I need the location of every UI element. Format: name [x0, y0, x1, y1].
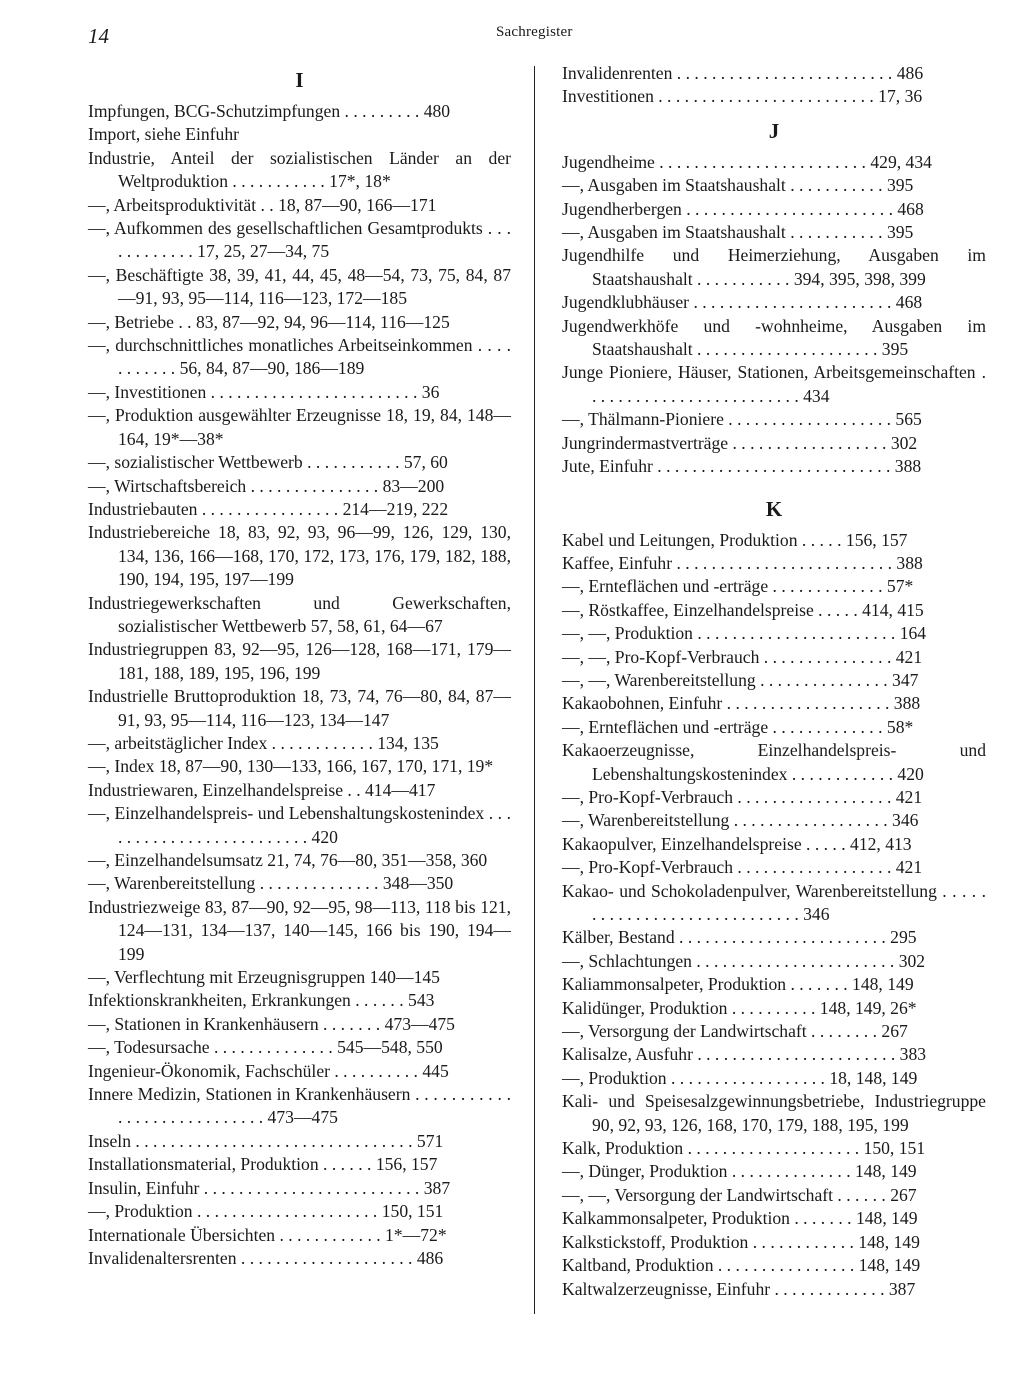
- index-entry: Impfungen, BCG-Schutzimpfungen . . . . . . . . . 480: [88, 101, 451, 121]
- index-entry: Industriewaren, Einzelhandelspreise . . 414—417: [88, 779, 436, 800]
- right-column: [562, 62, 986, 1301]
- index-entry: Industriebereiche 18, 83, 92, 93, 96—99, 126, 129, 130, 134, 136, 166—168, 170, 172, 173, 176, 179, 182, 188, 190, 194, 195, 197—199: [88, 522, 511, 590]
- index-entry: —, —, Produktion . . . . . . . . . . . . . . . . . . . . . . . 164: [562, 623, 927, 644]
- index-entry: —, arbeitstäglicher Index . . . . . . . . . . . . 134, 135: [88, 732, 439, 753]
- index-entry: Industrielle Bruttoproduktion 18, 73, 74, 76—80, 84, 87—91, 93, 95—114, 116—123, 134—147: [88, 686, 511, 730]
- index-entry: Kalisalze, Ausfuhr . . . . . . . . . . . . . . . . . . . . . . . 383: [562, 1044, 927, 1065]
- index-entry: Installationsmaterial, Produktion . . . . . . 156, 157: [88, 1154, 438, 1175]
- index-entry: Jute, Einfuhr . . . . . . . . . . . . . . . . . . . . . . . . . . . 388: [562, 456, 922, 477]
- index-entry: Jugendklubhäuser . . . . . . . . . . . . . . . . . . . . . . . 468: [562, 292, 923, 313]
- index-entry: Kali- und Speisesalzgewinnungsbetriebe, Industriegruppe 90, 92, 93, 126, 168, 170, 179, 188, 195, 199: [562, 1091, 986, 1135]
- index-entry: Kakaopulver, Einzelhandelspreise . . . . . 412, 413: [562, 833, 912, 854]
- index-entry: Import, siehe Einfuhr: [88, 124, 239, 145]
- index-entry: —, Aufkommen des gesellschaftlichen Gesamtprodukts . . . . . . . . . . . . 17, 25, 27—34, 75: [88, 218, 511, 262]
- index-entry: Industriezweige 83, 87—90, 92—95, 98—113, 118 bis 121, 124—131, 134—137, 140—145, 166 bis 190, 194—199: [88, 896, 511, 964]
- index-entry: —, Ernteflächen und -erträge . . . . . . . . . . . . . 58*: [562, 716, 914, 737]
- index-entry: Junge Pioniere, Häuser, Stationen, Arbeitsgemeinschaften . . . . . . . . . . . . . . . . . . . . . . . . . 434: [562, 362, 986, 406]
- page-number: 14: [88, 24, 109, 48]
- index-entry: —, Beschäftigte 38, 39, 41, 44, 45, 48—54, 73, 75, 84, 87—91, 93, 95—114, 116—123, 172—185: [88, 264, 511, 309]
- index-entry: Kalk, Produktion . . . . . . . . . . . . . . . . . . . . 150, 151: [562, 1138, 926, 1159]
- index-entry: Investitionen . . . . . . . . . . . . . . . . . . . . . . . . . 17, 36: [562, 86, 923, 107]
- index-entry: Industrie, Anteil der sozialistischen Länder an der Weltproduktion . . . . . . . . . . . 17*, 18*: [88, 147, 511, 192]
- index-entry: Kalkstickstoff, Produktion . . . . . . . . . . . . 148, 149: [562, 1231, 920, 1252]
- index-entry: Ingenieur-Ökonomik, Fachschüler . . . . . . . . . . 445: [88, 1060, 449, 1081]
- index-entry: Industriegruppen 83, 92—95, 126—128, 168—171, 179—181, 188, 189, 195, 196, 199: [88, 639, 511, 683]
- index-entry: —, Wirtschaftsbereich . . . . . . . . . . . . . . . 83—200: [88, 475, 445, 496]
- index-entry: Industriegewerkschaften und Gewerkschaften, sozialistischer Wettbewerb 57, 58, 61, 64—67: [88, 592, 511, 636]
- section-letter-i: I: [295, 68, 304, 92]
- index-entry: Inseln . . . . . . . . . . . . . . . . . . . . . . . . . . . . . . . . 571: [88, 1130, 444, 1151]
- index-entry: Kabel und Leitungen, Produktion . . . . . 156, 157: [562, 529, 908, 550]
- index-entry: —, Investitionen . . . . . . . . . . . . . . . . . . . . . . . . 36: [88, 381, 440, 402]
- index-entry: —, Index 18, 87—90, 130—133, 166, 167, 170, 171, 19*: [88, 756, 494, 777]
- index-entry: Jugendwerkhöfe und -wohnheime, Ausgaben im Staatshaushalt . . . . . . . . . . . . . . . . . . . . . 395: [562, 315, 986, 360]
- index-entry: —, durchschnittliches monatliches Arbeitseinkommen . . . . . . . . . . . 56, 84, 87—90, 186—189: [88, 335, 511, 379]
- index-entry: —, Produktion . . . . . . . . . . . . . . . . . . . . . 150, 151: [88, 1201, 444, 1222]
- index-entry: —, Einzelhandelspreis- und Lebenshaltungskostenindex . . . . . . . . . . . . . . . . . . . . . . . . . 420: [88, 803, 511, 847]
- index-entry: Jugendherbergen . . . . . . . . . . . . . . . . . . . . . . . . 468: [562, 198, 924, 219]
- index-entry: Invalidenrenten . . . . . . . . . . . . . . . . . . . . . . . . . 486: [562, 63, 924, 83]
- index-entry: —, Versorgung der Landwirtschaft . . . . . . . . 267: [562, 1021, 908, 1042]
- index-entry: Kaltband, Produktion . . . . . . . . . . . . . . . . 148, 149: [562, 1255, 921, 1276]
- index-entry: Kaltwalzerzeugnisse, Einfuhr . . . . . . . . . . . . . 387: [562, 1278, 916, 1299]
- index-entry: —, Produktion . . . . . . . . . . . . . . . . . . 18, 148, 149: [562, 1067, 918, 1088]
- index-entry: Kakao- und Schokoladenpulver, Warenbereitstellung . . . . . . . . . . . . . . . . . . . . . . . . . . . . . 346: [562, 880, 986, 924]
- index-entry: —, —, Versorgung der Landwirtschaft . . . . . . 267: [562, 1184, 917, 1205]
- index-entry: —, Schlachtungen . . . . . . . . . . . . . . . . . . . . . . . 302: [562, 950, 926, 971]
- section-letter-k: K: [765, 496, 783, 521]
- index-entry: —, Pro-Kopf-Verbrauch . . . . . . . . . . . . . . . . . . 421: [562, 786, 923, 807]
- running-head: Sachregister: [496, 24, 573, 40]
- index-entry: —, sozialistischer Wettbewerb . . . . . . . . . . . 57, 60: [88, 452, 448, 473]
- index-entry: —, Ausgaben im Staatshaushalt . . . . . . . . . . . 395: [562, 222, 914, 243]
- index-entry: —, Stationen in Krankenhäusern . . . . . . . 473—475: [88, 1013, 455, 1034]
- index-entry: —, —, Pro-Kopf-Verbrauch . . . . . . . . . . . . . . . 421: [562, 646, 923, 667]
- index-entry: —, Arbeitsproduktivität . . 18, 87—90, 166—171: [88, 194, 437, 215]
- index-entry: —, Warenbereitstellung . . . . . . . . . . . . . . 348—350: [88, 873, 454, 894]
- left-column: [88, 62, 511, 1270]
- index-entry: Jugendheime . . . . . . . . . . . . . . . . . . . . . . . . 429, 434: [562, 151, 932, 172]
- index-entry: Infektionskrankheiten, Erkrankungen . . . . . . 543: [88, 990, 435, 1011]
- index-entry: Kälber, Bestand . . . . . . . . . . . . . . . . . . . . . . . . 295: [562, 927, 917, 948]
- index-entry: —, Dünger, Produktion . . . . . . . . . . . . . . 148, 149: [562, 1161, 917, 1182]
- index-entry: Insulin, Einfuhr . . . . . . . . . . . . . . . . . . . . . . . . . 387: [88, 1177, 451, 1198]
- index-entry: —, Verflechtung mit Erzeugnisgruppen 140—145: [88, 967, 440, 988]
- index-entry: —, Betriebe . . 83, 87—92, 94, 96—114, 116—125: [88, 311, 450, 332]
- index-entry: —, Ernteflächen und -erträge . . . . . . . . . . . . . 57*: [562, 576, 914, 597]
- index-entry: Kalidünger, Produktion . . . . . . . . . . 148, 149, 26*: [562, 997, 917, 1018]
- index-entry: Innere Medizin, Stationen in Krankenhäusern . . . . . . . . . . . . . . . . . . . . . . . . . . . . 473—475: [88, 1084, 511, 1128]
- index-entry: —, Ausgaben im Staatshaushalt . . . . . . . . . . . 395: [562, 175, 914, 196]
- index-entry: —, Röstkaffee, Einzelhandelspreise . . . . . 414, 415: [562, 599, 924, 620]
- index-entry: Internationale Übersichten . . . . . . . . . . . . 1*—72*: [88, 1224, 447, 1245]
- index-entry: Kaffee, Einfuhr . . . . . . . . . . . . . . . . . . . . . . . . . 388: [562, 552, 923, 573]
- index-entry: Jugendhilfe und Heimerziehung, Ausgaben im Staatshaushalt . . . . . . . . . . . 394, 395, 398, 399: [562, 245, 986, 289]
- index-entry: —, Produktion ausgewählter Erzeugnisse 18, 19, 84, 148—164, 19*—38*: [88, 405, 511, 449]
- index-entry: Kalkammonsalpeter, Produktion . . . . . . . 148, 149: [562, 1208, 918, 1229]
- index-entry: —, —, Warenbereitstellung . . . . . . . . . . . . . . . 347: [562, 669, 919, 690]
- index-entry: Kaliammonsalpeter, Produktion . . . . . . . 148, 149: [562, 974, 914, 995]
- index-entry: —, Todesursache . . . . . . . . . . . . . . 545—548, 550: [88, 1037, 443, 1058]
- index-entry: Kakaoerzeugnisse, Einzelhandelspreis- und Lebenshaltungskostenindex . . . . . . . . . . . . 420: [562, 740, 986, 784]
- index-entry: —, Warenbereitstellung . . . . . . . . . . . . . . . . . . 346: [562, 810, 919, 831]
- index-entry: Jungrindermastverträge . . . . . . . . . . . . . . . . . . 302: [562, 432, 918, 453]
- index-entry: —, Pro-Kopf-Verbrauch . . . . . . . . . . . . . . . . . . 421: [562, 857, 923, 878]
- index-entry: Industriebauten . . . . . . . . . . . . . . . . 214—219, 222: [88, 498, 449, 519]
- index-entry: Invalidenaltersrenten . . . . . . . . . . . . . . . . . . . . 486: [88, 1247, 444, 1268]
- index-entry: Kakaobohnen, Einfuhr . . . . . . . . . . . . . . . . . . . 388: [562, 693, 921, 714]
- index-entry: —, Thälmann-Pioniere . . . . . . . . . . . . . . . . . . . 565: [562, 409, 922, 430]
- index-entry: —, Einzelhandelsumsatz 21, 74, 76—80, 351—358, 360: [88, 850, 488, 870]
- column-divider: [534, 66, 535, 1314]
- section-letter-j: J: [768, 118, 780, 143]
